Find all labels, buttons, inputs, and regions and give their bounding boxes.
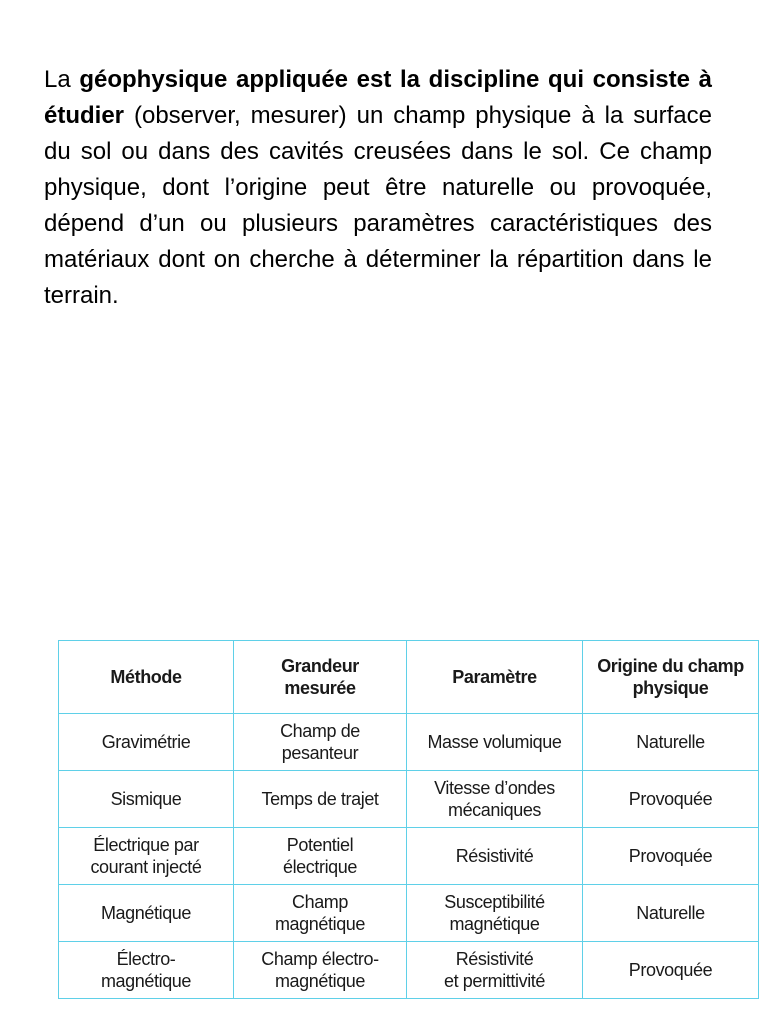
cell-line: mesurée <box>284 678 356 698</box>
geophysics-methods-table <box>58 640 759 999</box>
cell-line: et permittivité <box>443 971 546 991</box>
cell-line: Méthode <box>110 667 182 687</box>
cell-line: Masse volumique <box>427 732 562 752</box>
intro-paragraph <box>44 62 712 314</box>
cell-line: Provoquée <box>628 846 713 866</box>
cell-line: Susceptibilité <box>444 892 545 912</box>
table-cell-methode <box>59 885 234 942</box>
cell-line: Gravimétrie <box>101 732 191 752</box>
table-row <box>59 771 759 828</box>
cell-line: Temps de trajet <box>261 789 379 809</box>
cell-line: Grandeur <box>281 656 359 676</box>
cell-line: Provoquée <box>628 960 713 980</box>
cell-line: Champ électro- <box>261 949 379 969</box>
cell-line: Vitesse d’ondes <box>434 778 555 798</box>
table-cell-grandeur <box>234 828 407 885</box>
cell-line: Résistivité <box>455 949 534 969</box>
cell-line: Magnétique <box>100 903 192 923</box>
cell-line: physique <box>632 678 709 698</box>
table-cell-origine <box>583 885 759 942</box>
table-row <box>59 885 759 942</box>
header-grandeur-mesuree <box>234 641 407 714</box>
intro-text-rest: (observer, mesurer) un champ physique à la surface du sol ou dans des cavités creusées dans le sol. Ce champ physique, dont l’origine peut être naturelle ou provoquée, dépend d’un ou plusieurs paramètres caractéristiques des matériaux dont on cherche à déterminer la répartition dans le terrain. <box>44 102 712 309</box>
cell-line: magnétique <box>274 914 366 934</box>
cell-line: Sismique <box>110 789 182 809</box>
table-cell-parametre <box>407 771 583 828</box>
cell-line: Résistivité <box>455 846 534 866</box>
cell-line: Champ <box>291 892 349 912</box>
cell-line: Provoquée <box>628 789 713 809</box>
table-cell-parametre <box>407 828 583 885</box>
cell-line: Potentiel <box>286 835 354 855</box>
table-cell-methode <box>59 714 234 771</box>
table-row <box>59 942 759 999</box>
cell-line: courant injecté <box>90 857 202 877</box>
cell-line: Électrique par <box>93 835 199 855</box>
table-row <box>59 714 759 771</box>
cell-line: Paramètre <box>452 667 537 687</box>
table-cell-methode <box>59 942 234 999</box>
table-cell-grandeur <box>234 771 407 828</box>
intro-text-start: La <box>44 66 80 93</box>
intro-bold-definition: géophysique appliquée est la discipline qui consiste à étudier <box>44 66 712 129</box>
cell-line: Électro- <box>116 949 176 969</box>
header-origine-champ <box>583 641 759 714</box>
table-cell-origine <box>583 828 759 885</box>
table-cell-parametre <box>407 942 583 999</box>
table-cell-origine <box>583 714 759 771</box>
cell-line: Naturelle <box>636 903 705 923</box>
cell-line: Naturelle <box>636 732 705 752</box>
table-header-row <box>59 641 759 714</box>
table-cell-grandeur <box>234 885 407 942</box>
cell-line: magnétique <box>274 971 366 991</box>
table-cell-grandeur <box>234 714 407 771</box>
table-cell-parametre <box>407 885 583 942</box>
cell-line: magnétique <box>449 914 540 934</box>
table-cell-origine <box>583 942 759 999</box>
table-cell-methode <box>59 771 234 828</box>
header-methode <box>59 641 234 714</box>
cell-line: mécaniques <box>447 800 542 820</box>
cell-line: électrique <box>282 857 358 877</box>
cell-line: Origine du champ <box>597 656 744 676</box>
header-parametre <box>407 641 583 714</box>
table-cell-origine <box>583 771 759 828</box>
table-cell-grandeur <box>234 942 407 999</box>
cell-line: pesanteur <box>281 743 359 763</box>
methods-table-container <box>58 640 758 999</box>
table-row <box>59 828 759 885</box>
table-cell-methode <box>59 828 234 885</box>
cell-line: Champ de <box>280 721 360 741</box>
cell-line: magnétique <box>100 971 192 991</box>
table-cell-parametre <box>407 714 583 771</box>
